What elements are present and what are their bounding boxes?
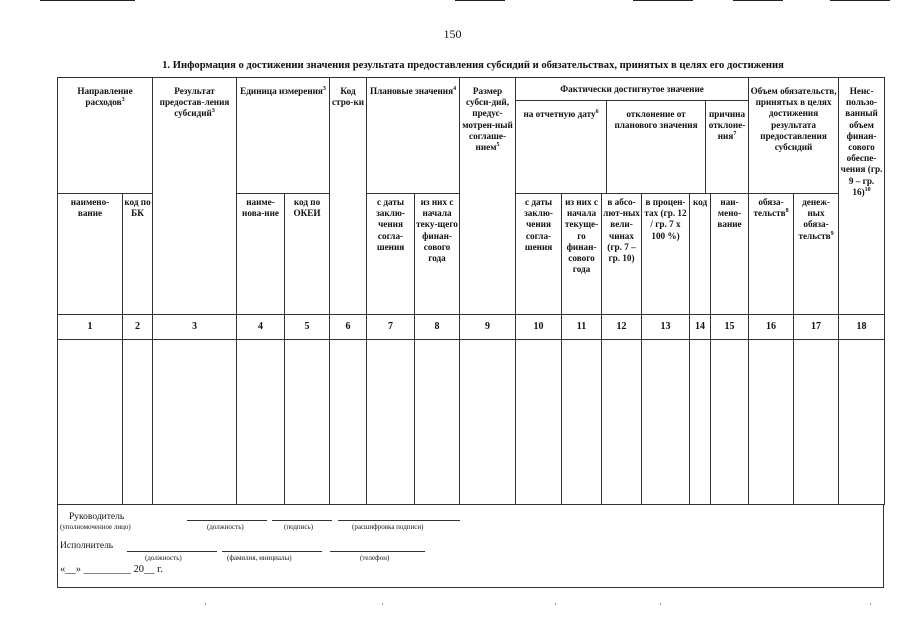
executor-name-line[interactable] [222, 551, 322, 552]
header-subsidy-size: Размер субси-дий, предус-мотрен-ный соглаше-нием$^5$ [460, 78, 516, 315]
exec-phone-label: (телефон) [360, 554, 390, 562]
header-name: наимено-вание [58, 194, 123, 315]
date-line: «__» _________ 20__ г. [60, 564, 163, 575]
scan-mark [870, 603, 871, 605]
data-cell[interactable] [642, 340, 690, 505]
top-rule [40, 0, 135, 1]
column-number: 9 [460, 315, 516, 340]
header-unit-name: наиме-нова-ние [237, 194, 285, 315]
head-decode-line[interactable] [338, 520, 460, 521]
data-cell[interactable] [711, 340, 749, 505]
top-rule [633, 0, 693, 1]
header-reason-code: код [690, 194, 711, 315]
scan-mark [382, 603, 383, 605]
data-cell[interactable] [330, 340, 367, 505]
top-rule [455, 0, 505, 1]
column-number: 5 [285, 315, 330, 340]
column-number: 16 [749, 315, 794, 340]
column-number: 7 [367, 315, 415, 340]
column-number: 17 [794, 315, 839, 340]
header-actual-current-year: из них с начала текуще-го финан-сового года [562, 194, 602, 315]
header-bk-code: код по БК [123, 194, 153, 315]
data-cell[interactable] [285, 340, 330, 505]
header-actual [516, 78, 749, 194]
column-number: 1 [58, 315, 123, 340]
data-cell[interactable] [794, 340, 839, 505]
header-unit: Единица измерения$^3$ [237, 78, 330, 194]
header-deviation-percent: в процен-тах (гр. 12 / гр. 7 х 100 %) [642, 194, 690, 315]
data-cell[interactable] [58, 340, 123, 505]
signature-block [57, 504, 884, 588]
header-reporting-date: на отчетную дату$^6$ [516, 101, 607, 193]
column-number: 15 [711, 315, 749, 340]
data-cell[interactable] [460, 340, 516, 505]
scan-mark [205, 603, 206, 605]
column-number-row [58, 315, 885, 340]
data-row-empty [58, 340, 885, 505]
head-position-line[interactable] [187, 520, 267, 521]
head-label: Руководитель [69, 512, 125, 522]
data-cell[interactable] [690, 340, 711, 505]
executor-phone-line[interactable] [330, 551, 425, 552]
header-deviation-absolute: в абсо-лют-ных вели-чинах (гр. 7 – гр. 10) [602, 194, 642, 315]
header-unused: Неис-пользо-ванный объем финан-сового обеспе-чения (гр. 9 – гр. 16)$^{10}$ [839, 78, 885, 315]
column-number: 14 [690, 315, 711, 340]
column-number: 11 [562, 315, 602, 340]
header-actual-since-agreement: с даты заклю-чения согла-шения [516, 194, 562, 315]
data-cell[interactable] [602, 340, 642, 505]
header-reason-name: наи-мено-вание [711, 194, 749, 315]
scan-mark [555, 603, 556, 605]
exec-name-label: (фамилия, инициалы) [227, 554, 292, 562]
header-planned-current-year: из них с начала теку-щего финан-сового года [415, 194, 460, 315]
data-cell[interactable] [367, 340, 415, 505]
header-planned-since-agreement: с даты заклю-чения согла-шения [367, 194, 415, 315]
header-direction: Направление расходов$^3$ [58, 78, 153, 194]
position-label: (должность) [207, 523, 244, 531]
top-rule [733, 0, 783, 1]
decode-label: (расшифровка подписи) [352, 523, 424, 531]
executor-position-line[interactable] [127, 551, 217, 552]
header-okei-code: код по ОКЕИ [285, 194, 330, 315]
header-monetary-obligations: денеж-ных обяза-тельств$^9$ [794, 194, 839, 315]
column-number: 2 [123, 315, 153, 340]
data-cell[interactable] [123, 340, 153, 505]
header-obligations-total: обяза-тельств$^8$ [749, 194, 794, 315]
data-cell[interactable] [516, 340, 562, 505]
column-number: 13 [642, 315, 690, 340]
header-reason: причина отклоне-ния$^7$ [708, 109, 746, 142]
report-table [57, 77, 885, 505]
data-cell[interactable] [562, 340, 602, 505]
header-deviation: отклонение от планового значения [607, 101, 706, 193]
header-planned: Плановые значения$^4$ [367, 78, 460, 194]
sign-label: (подпись) [284, 523, 314, 531]
top-rule [830, 0, 890, 1]
exec-position-label: (должность) [145, 554, 182, 562]
column-number: 8 [415, 315, 460, 340]
header-result: Результат предостав-ления субсидий$^3$ [153, 78, 237, 315]
column-number: 4 [237, 315, 285, 340]
column-number: 3 [153, 315, 237, 340]
column-number: 12 [602, 315, 642, 340]
page-number: 150 [443, 27, 462, 41]
header-actual-title: Фактически достигнутое значение [516, 78, 748, 101]
scan-mark [660, 603, 661, 605]
data-cell[interactable] [749, 340, 794, 505]
data-cell[interactable] [839, 340, 885, 505]
column-number: 18 [839, 315, 885, 340]
column-number: 6 [330, 315, 367, 340]
column-number: 10 [516, 315, 562, 340]
data-cell[interactable] [153, 340, 237, 505]
header-obligations: Объем обязательств, принятых в целях достижения результата предоставления субсидий [749, 78, 839, 194]
header-row-code: Код стро-ки [330, 78, 367, 315]
executor-label: Исполнитель [60, 541, 114, 551]
head-sub-label: (уполномоченное лицо) [60, 523, 131, 531]
header-row-1 [58, 78, 885, 194]
head-sign-line[interactable] [272, 520, 332, 521]
section-title: 1. Информация о достижении значения результата предоставления субсидий и обязательствах, принятых в целях его достижения [162, 60, 784, 71]
data-cell[interactable] [237, 340, 285, 505]
data-cell[interactable] [415, 340, 460, 505]
